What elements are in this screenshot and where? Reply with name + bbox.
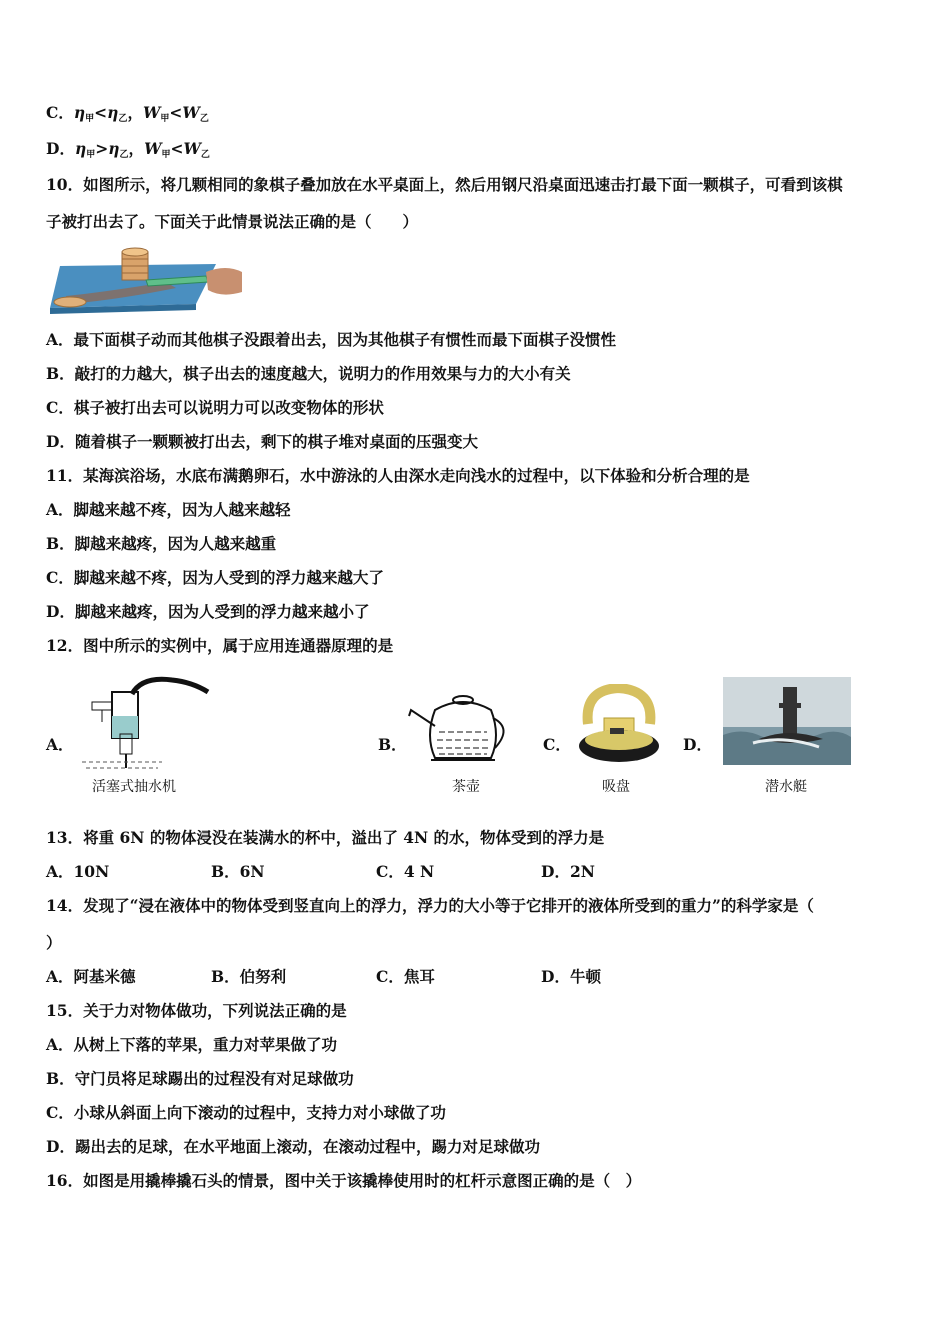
q11-option-c[interactable]: C．脚越来越不疼，因为人受到的浮力越来越大了 <box>46 568 384 587</box>
q15-option-c[interactable]: C．小球从斜面上向下滚动的过程中，支持力对小球做了功 <box>46 1103 446 1122</box>
q15-option-d[interactable]: D．踢出去的足球，在水平地面上滚动，在滚动过程中，踢力对足球做功 <box>46 1137 540 1156</box>
suction-cup-figure <box>574 684 664 770</box>
q12-caption-c: 吸盘 <box>602 779 630 795</box>
chess-pieces-figure <box>46 246 242 316</box>
q10-option-a[interactable]: A．最下面棋子动而其他棋子没跟着出去，因为其他棋子有惯性而最下面棋子没惯性 <box>46 330 617 349</box>
q14-option-c[interactable]: C．焦耳 <box>376 967 435 986</box>
q13-option-b[interactable]: B．6N <box>211 862 265 881</box>
teapot-figure <box>405 692 515 768</box>
q9-option-d[interactable]: D．$\eta_甲>\eta_乙$，$W_甲<W_乙$ <box>46 139 210 160</box>
q16-stem: 16．如图是用撬棒撬石头的情景，图中关于该撬棒使用时的杠杆示意图正确的是（ ） <box>46 1171 642 1190</box>
q14-option-d[interactable]: D．牛顿 <box>541 967 601 986</box>
q13-option-d[interactable]: D．2N <box>541 862 595 881</box>
q12-letter-b[interactable]: B． <box>378 735 407 754</box>
q13-option-c[interactable]: C．4 N <box>376 862 435 881</box>
q13-options <box>46 862 595 882</box>
q12-stem: 12．图中所示的实例中，属于应用连通器原理的是 <box>46 636 394 655</box>
q12-caption-d: 潜水艇 <box>765 779 807 795</box>
piston-pump-figure <box>72 672 212 772</box>
q12-letter-c[interactable]: C． <box>543 735 571 754</box>
q15-option-b[interactable]: B．守门员将足球踢出的过程没有对足球做功 <box>46 1069 354 1088</box>
q14-option-b[interactable]: B．伯努利 <box>211 967 287 986</box>
q13-option-a[interactable]: A．10N <box>46 862 110 881</box>
q13-stem: 13．将重 6N 的物体浸没在装满水的杯中，溢出了 4N 的水，物体受到的浮力是 <box>46 828 605 847</box>
q11-option-d[interactable]: D．脚越来越疼，因为人受到的浮力越来越小了 <box>46 602 370 621</box>
q15-option-a[interactable]: A．从树上下落的苹果，重力对苹果做了功 <box>46 1035 338 1054</box>
q12-letter-a[interactable]: A． <box>46 735 74 754</box>
q10-option-d[interactable]: D．随着棋子一颗颗被打出去，剩下的棋子堆对桌面的压强变大 <box>46 432 478 451</box>
q14-options <box>46 967 601 987</box>
q14-stem-line2: ） <box>46 933 62 952</box>
q11-option-a[interactable]: A．脚越来越不疼，因为人越来越轻 <box>46 500 291 519</box>
q9-option-c[interactable]: C．$\eta_甲<\eta_乙$，$W_甲<W_乙$ <box>46 103 209 124</box>
q14-option-a[interactable]: A．阿基米德 <box>46 967 136 986</box>
q10-option-b[interactable]: B．敲打的力越大，棋子出去的速度越大，说明力的作用效果与力的大小有关 <box>46 364 571 383</box>
q10-stem-line2: 子被打出去了。下面关于此情景说法正确的是（ ） <box>46 212 419 231</box>
q11-stem: 11．某海滨浴场，水底布满鹅卵石，水中游泳的人由深水走向浅水的过程中，以下体验和分析合理的是 <box>46 466 750 485</box>
q12-caption-b: 茶壶 <box>452 779 480 795</box>
q12-letter-d[interactable]: D． <box>683 735 712 754</box>
q11-option-b[interactable]: B．脚越来越疼，因为人越来越重 <box>46 534 277 553</box>
q10-option-c[interactable]: C．棋子被打出去可以说明力可以改变物体的形状 <box>46 398 384 417</box>
q15-stem: 15．关于力对物体做功，下列说法正确的是 <box>46 1001 347 1020</box>
q12-caption-a: 活塞式抽水机 <box>92 779 176 795</box>
q14-stem-line1: 14．发现了“浸在液体中的物体受到竖直向上的浮力，浮力的大小等于它排开的液体所受到的重力”的科学家是（ <box>46 896 814 915</box>
submarine-figure <box>723 677 851 765</box>
q10-stem-line1: 10．如图所示，将几颗相同的象棋子叠加放在水平桌面上，然后用钢尺沿桌面迅速击打最下面一颗棋子，可看到该棋 <box>46 175 843 194</box>
